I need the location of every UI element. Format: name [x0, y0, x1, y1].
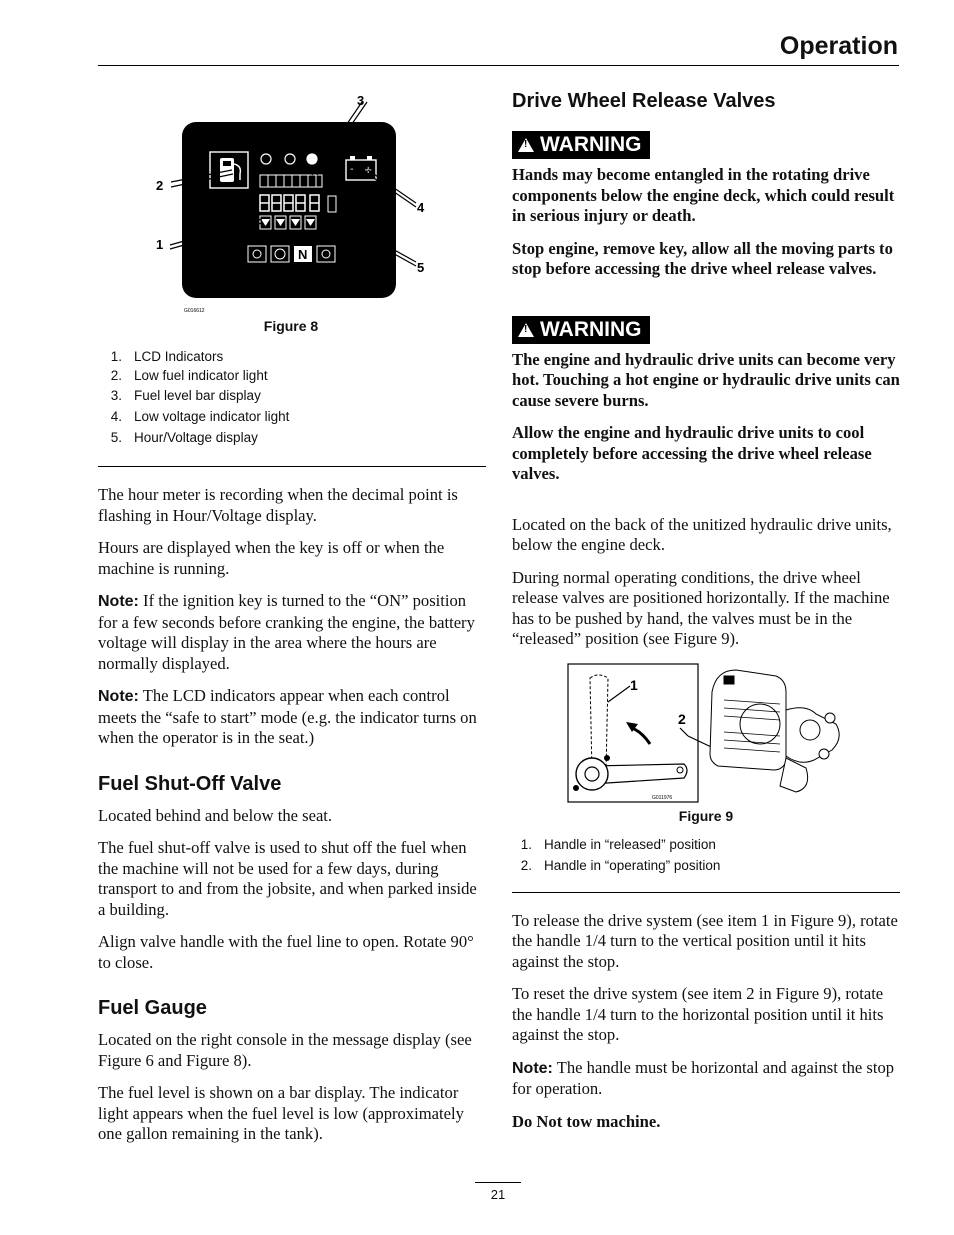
paragraph: Located behind and below the seat.	[98, 805, 333, 825]
right-column	[512, 90, 900, 1144]
figure-code: G016612	[184, 308, 205, 314]
section-heading: Fuel Shut-Off Valve	[98, 772, 282, 795]
figure-9	[512, 662, 900, 808]
callout-4: 4	[417, 200, 425, 215]
callout-2: 2	[678, 710, 686, 727]
final-instruction: Do Not tow machine.	[512, 1111, 661, 1131]
warning-text: Allow the engine and hydraulic drive units to cool completely before accessing the drive wheel release valves.	[512, 423, 872, 483]
figure-9-caption: Figure 9	[678, 807, 734, 824]
left-column	[98, 90, 486, 1157]
lcd-display-illustration	[98, 90, 486, 336]
paragraph: Located on the back of the unitized hydraulic drive units, below the engine deck.	[512, 514, 892, 554]
warning-text: Stop engine, remove key, allow all the moving parts to stop before accessing the drive wheel release valves.	[512, 238, 893, 278]
warning-text: The engine and hydraulic drive units can become very hot. Touching a hot engine or hydraulic drive units can cause severe burns.	[512, 349, 900, 410]
callout-5: 5	[417, 260, 425, 275]
paragraph: To release the drive system (see item 1 in Figure 9), rotate the handle 1/4 turn to the vertical position until it hits against the stop.	[512, 910, 898, 971]
neutral-indicator: N	[298, 247, 308, 262]
page-title: Operation	[779, 32, 898, 60]
list-item: 2. Low fuel indicator light	[110, 368, 268, 383]
figure-9-legend	[512, 834, 900, 876]
callout-3: 3	[357, 93, 365, 108]
warning-badge: ! WARNING	[512, 316, 650, 344]
figure-8-legend	[98, 346, 486, 448]
header-rule	[98, 65, 899, 66]
warning-text: Hands may become entangled in the rotating drive components below the engine deck, which could result in serious injury or death.	[512, 165, 895, 225]
paragraph: To reset the drive system (see item 2 in Figure 9), rotate the handle 1/4 turn to the horizontal position until it hits against the stop.	[512, 984, 884, 1044]
divider	[98, 466, 486, 467]
paragraph: The fuel level is shown on a bar display. The indicator light appears when the fuel level is low (approximately one gallon remaining in the tank).	[98, 1083, 464, 1143]
list-item: 1. Handle in “released” position	[520, 836, 716, 852]
list-item: 3. Fuel level bar display	[110, 388, 261, 403]
list-item: 2. Handle in “operating” position	[520, 857, 721, 873]
page-number: 21	[475, 1182, 521, 1202]
paragraph: Located on the right console in the message display (see Figure 6 and Figure 8).	[98, 1030, 472, 1070]
list-item: 4. Low voltage indicator light	[110, 409, 290, 424]
warning-badge: ! WARNING	[512, 131, 650, 159]
svg-text:+: +	[364, 165, 373, 176]
divider	[512, 892, 900, 893]
figure-code: G011976	[652, 794, 673, 801]
paragraph: The hour meter is recording when the decimal point is flashing in Hour/Voltage display.	[98, 485, 458, 525]
callout-1: 1	[156, 237, 164, 252]
paragraph: The fuel shut-off valve is used to shut off the fuel when the machine will not be used for a few days, during transport to and from the jobsite, and when parked inside a building.	[98, 838, 477, 919]
list-item: 5. Hour/Voltage display	[110, 430, 258, 445]
note: Note: The handle must be horizontal and against the stop for operation.	[512, 1057, 895, 1098]
paragraph: Hours are displayed when the key is off or when the machine is running.	[98, 538, 445, 578]
section-heading: Drive Wheel Release Valves	[512, 90, 776, 112]
release-valve-illustration	[512, 662, 900, 808]
callout-1: 1	[630, 676, 638, 693]
warning-icon	[518, 138, 534, 152]
callout-2: 2	[156, 178, 164, 193]
warning-icon	[518, 323, 534, 337]
paragraph: During normal operating conditions, the drive wheel release valves are positioned horizontally. If the machine has to be pushed by hand, the valves must be in the “released” position (see Figure 9).	[512, 567, 890, 648]
figure-8-caption: Figure 8	[263, 318, 319, 334]
note: Note: The LCD indicators appear when each control meets the “safe to start” mode (e.g. the indicator turns on when the operator is in the seat.)	[98, 686, 477, 747]
figure-8	[98, 90, 486, 336]
list-item: 1. LCD Indicators	[110, 349, 224, 364]
note: Note: If the ignition key is turned to the “ON” position for a few seconds before cranking the engine, the battery voltage will display in the area where the hours are normally displayed.	[98, 591, 475, 673]
paragraph: Align valve handle with the fuel line to open. Rotate 90° to close.	[98, 932, 474, 972]
section-heading: Fuel Gauge	[98, 997, 207, 1019]
svg-text:-: -	[350, 164, 354, 175]
